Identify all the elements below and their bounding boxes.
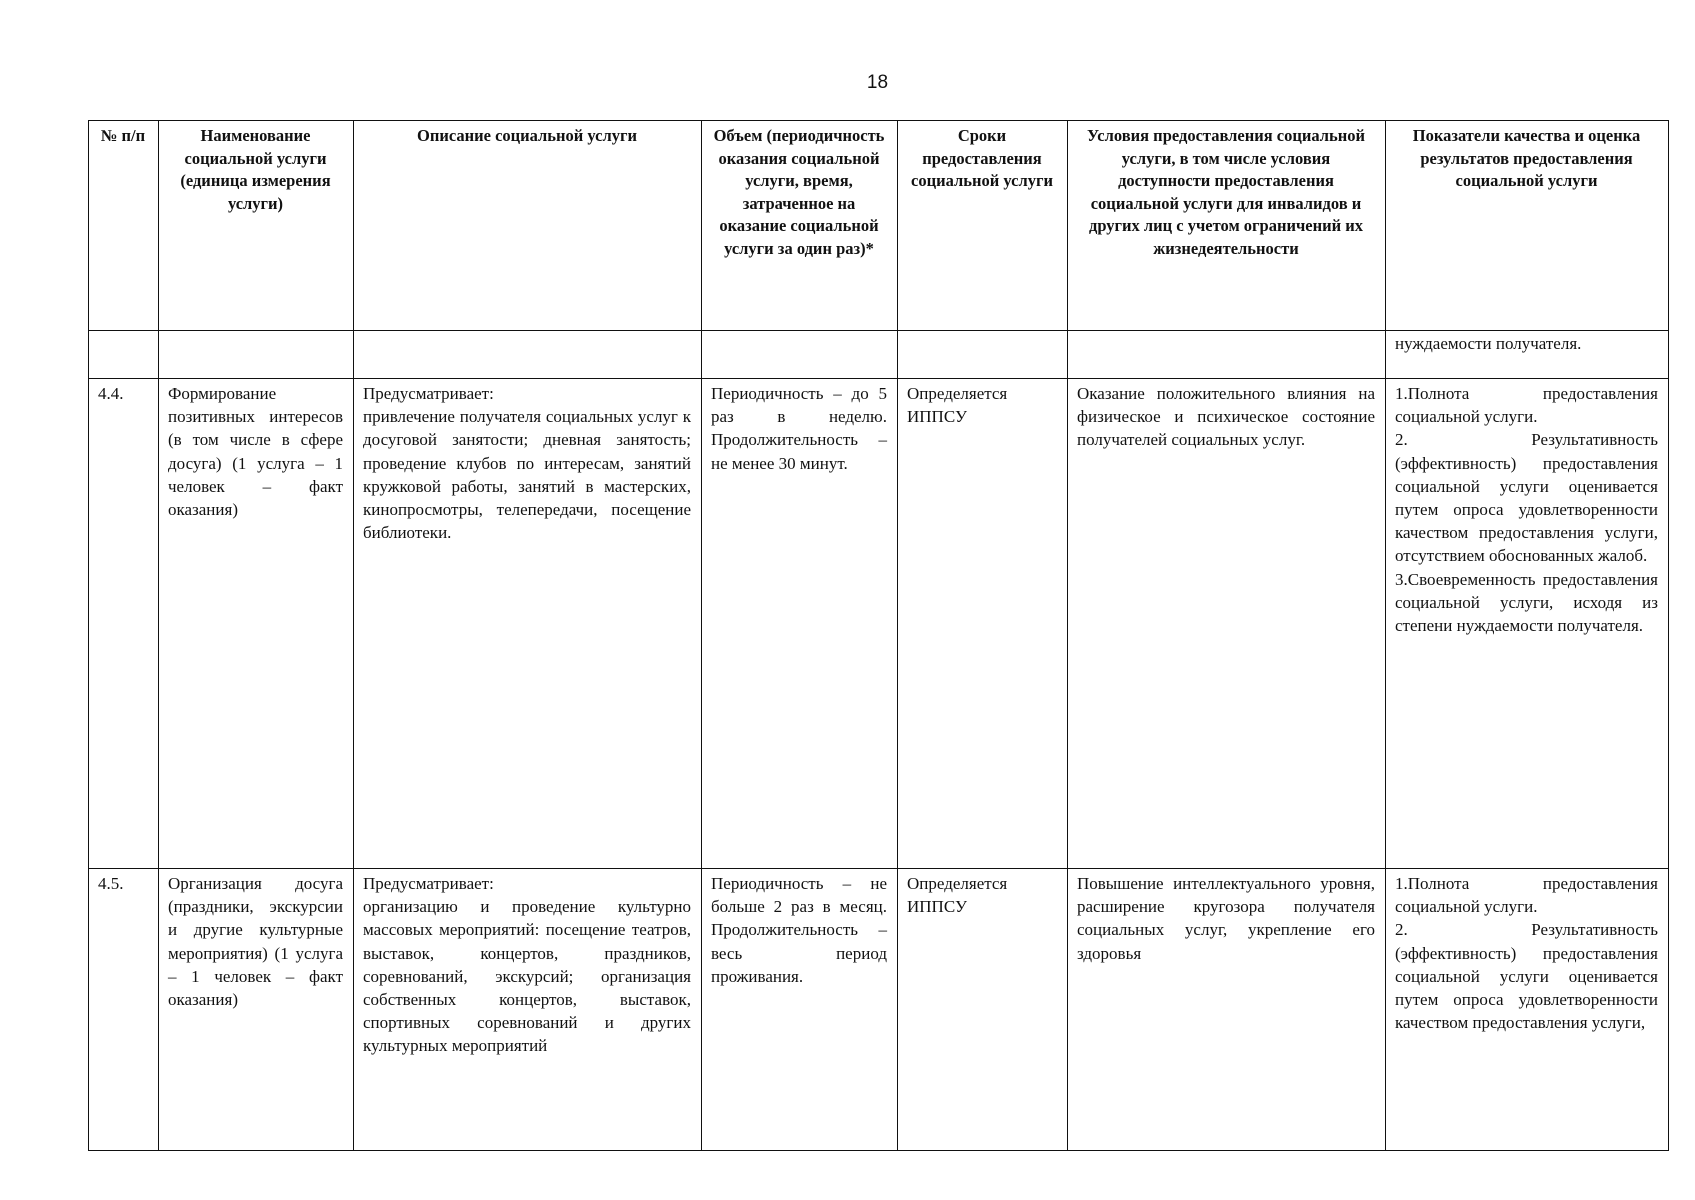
table-row — [89, 869, 1669, 1151]
header-quality: Показатели качества и оценка результатов предоставления социальной услуги — [1386, 121, 1669, 331]
cell-quality — [1386, 379, 1669, 869]
cell-terms: Определяется ИППСУ — [898, 379, 1068, 869]
description-text: организацию и проведение культурно массовых мероприятий: посещение театров, выставок, концертов, праздников, соревнований, экскурсий; организация собственных концертов, выставок, спортивных соревнований и других культурных мероприятий — [363, 897, 691, 1056]
cell-num: 4.5. — [89, 869, 159, 1151]
cell-num: 4.4. — [89, 379, 159, 869]
quality-item: 1.Полнота предоставления социальной услуги. — [1395, 384, 1658, 427]
services-table — [88, 120, 1669, 1151]
quality-item: 1.Полнота предоставления социальной услуги. — [1395, 874, 1658, 917]
table-row — [89, 379, 1669, 869]
cell-empty — [1068, 331, 1386, 379]
table-header-row — [89, 121, 1669, 331]
header-num: № п/п — [89, 121, 159, 331]
cell-name: Организация досуга (праздники, экскурсии и другие культурные мероприятия) (1 услуга – 1 человек – факт оказания) — [159, 869, 354, 1151]
cell-empty — [898, 331, 1068, 379]
header-volume: Объем (периодичность оказания социальной услуги, время, затраченное на оказание социальной услуги за один раз)* — [702, 121, 898, 331]
cell-quality-continuation: нуждаемости получателя. — [1386, 331, 1669, 379]
page-number: 18 — [866, 72, 889, 93]
cell-terms: Определяется ИППСУ — [898, 869, 1068, 1151]
quality-item: 2. Результативность (эффективность) предоставления социальной услуги оценивается путем опроса удовлетворенности качеством предоставления услуги, — [1395, 920, 1658, 1033]
description-text: привлечение получателя социальных услуг к досуговой занятости; дневная занятость; проведение клубов по интересам, занятий кружковой работы, занятий в мастерских, кинопросмотры, телепередачи, посещение библиотеки. — [363, 407, 691, 543]
quality-item: 2. Результативность (эффективность) предоставления социальной услуги оценивается путем опроса удовлетворенности качеством предоставления услуги, отсутствием обоснованных жалоб. — [1395, 430, 1658, 566]
cell-conditions: Повышение интеллектуального уровня, расширение кругозора получателя социальных услуг, укрепление его здоровья — [1068, 869, 1386, 1151]
continuation-row — [89, 331, 1669, 379]
cell-name: Формирование позитивных интересов (в том числе в сфере досуга) (1 услуга – 1 человек – факт оказания) — [159, 379, 354, 869]
cell-description — [354, 379, 702, 869]
cell-volume: Периодичность – до 5 раз в неделю. Продолжительность – не менее 30 минут. — [702, 379, 898, 869]
header-terms: Сроки предоставления социальной услуги — [898, 121, 1068, 331]
header-name: Наименование социальной услуги (единица измерения услуги) — [159, 121, 354, 331]
cell-empty — [159, 331, 354, 379]
cell-empty — [89, 331, 159, 379]
description-lead: Предусматривает: — [363, 874, 494, 893]
cell-empty — [702, 331, 898, 379]
cell-volume: Периодичность – не больше 2 раз в месяц. Продолжительность – весь период проживания. — [702, 869, 898, 1151]
header-description: Описание социальной услуги — [354, 121, 702, 331]
cell-empty — [354, 331, 702, 379]
quality-item: 3.Своевременность предоставления социальной услуги, исходя из степени нуждаемости получателя. — [1395, 569, 1658, 636]
header-conditions: Условия предоставления социальной услуги, в том числе условия доступности предоставления социальной услуги для инвалидов и других лиц с учетом ограничений их жизнедеятельности — [1068, 121, 1386, 331]
cell-conditions: Оказание положительного влияния на физическое и психическое состояние получателей социальных услуг. — [1068, 379, 1386, 869]
cell-description — [354, 869, 702, 1151]
description-lead: Предусматривает: — [363, 384, 494, 403]
cell-quality — [1386, 869, 1669, 1151]
